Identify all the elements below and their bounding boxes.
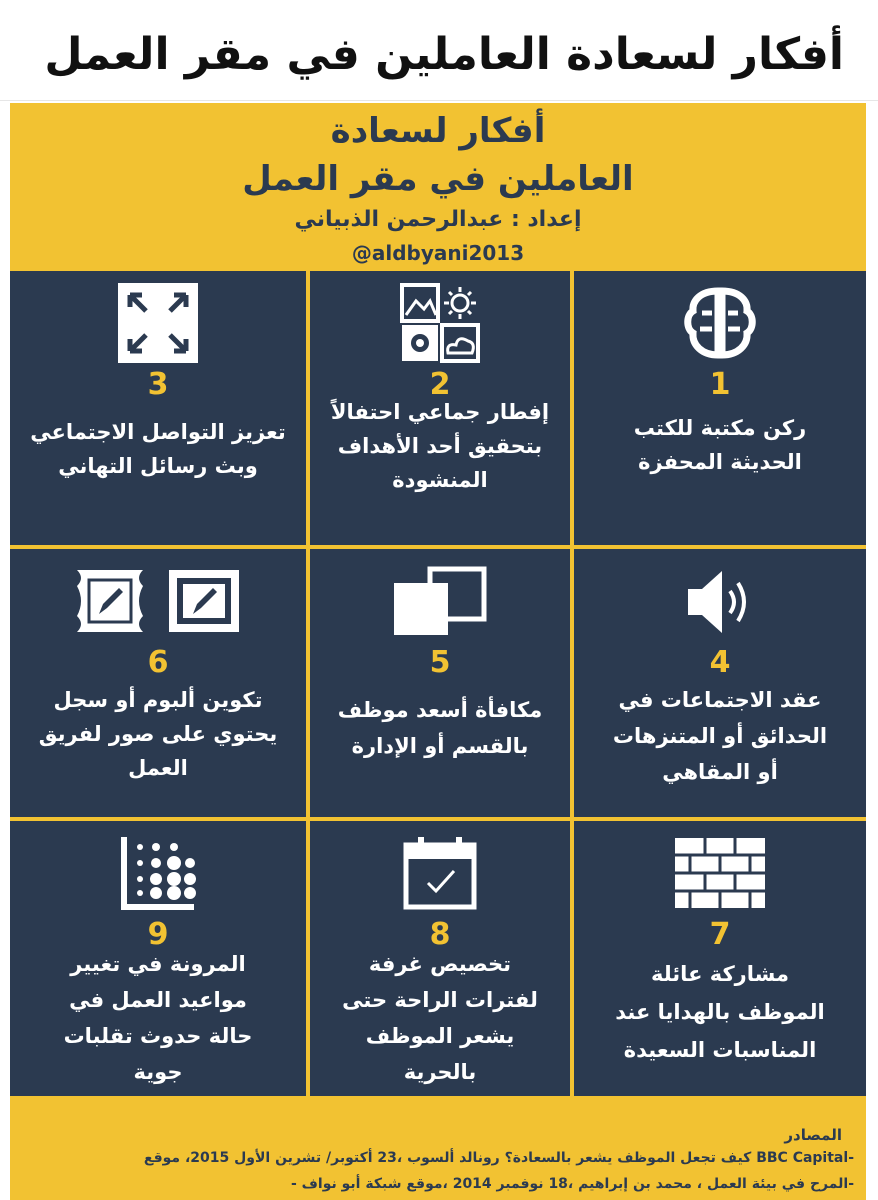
idea-number: 6 — [147, 645, 169, 680]
idea-text-line: المناسبات السعيدة — [623, 1038, 817, 1062]
dot-chart-icon — [10, 831, 306, 915]
overlapping-squares-icon — [310, 559, 570, 643]
poster-handle: @aldbyani2013 — [351, 241, 525, 265]
idea-text-line: جوية — [133, 1060, 183, 1084]
idea-card-6 — [10, 549, 306, 817]
idea-text-line: يحتوي على صور لفريق — [38, 722, 278, 746]
poster-author: إعداد : عبدالرحمن الذبياني — [294, 207, 582, 232]
idea-number: 5 — [429, 645, 451, 680]
page-title: أفكار لسعادة العاملين في مقر العمل — [44, 29, 844, 80]
idea-text-line: الحدائق أو المتنزهات — [612, 724, 828, 748]
idea-text-line: يشعر الموظف — [365, 1024, 515, 1048]
idea-number: 9 — [147, 917, 169, 952]
idea-card-2 — [310, 271, 570, 545]
poster-header — [10, 103, 866, 271]
speaker-icon — [574, 559, 866, 643]
idea-number: 3 — [147, 367, 169, 402]
idea-card-3 — [10, 271, 306, 545]
idea-text-line: وبث رسائل التهاني — [58, 454, 258, 478]
photo-grid-icon — [310, 281, 570, 365]
idea-text-line: تعزيز التواصل الاجتماعي — [30, 420, 286, 444]
infographic-poster — [10, 103, 866, 1200]
idea-text-line: مواعيد العمل في — [69, 988, 247, 1012]
idea-text-line: لفترات الراحة حتى — [342, 988, 538, 1012]
idea-card-5 — [310, 549, 570, 817]
idea-text-line: بالحرية — [403, 1060, 477, 1084]
sources-heading: المصادر — [784, 1126, 842, 1144]
idea-card-8 — [310, 821, 570, 1096]
idea-text-line: بالقسم أو الإدارة — [351, 734, 529, 758]
brick-wall-icon — [574, 831, 866, 915]
idea-number: 7 — [709, 917, 731, 952]
expand-arrows-icon — [10, 281, 306, 365]
idea-card-1 — [574, 271, 866, 545]
idea-text-line: الحديثة المحفزة — [638, 450, 802, 474]
idea-text-line: حالة حدوث تقلبات — [63, 1024, 253, 1048]
idea-text-line: مشاركة عائلة — [650, 962, 790, 986]
source-line-2: -المرح في بيئة العمل ، محمد بن إبراهيم ،18 نوفمبر 2014 ،موقع شبكة أبو نواف - — [290, 1176, 854, 1192]
idea-text-line: مكافأة أسعد موظف — [337, 698, 543, 722]
sources-footer — [10, 1096, 866, 1200]
idea-number: 8 — [429, 917, 451, 952]
idea-text-line: المرونة في تغيير — [70, 952, 246, 976]
idea-text-line: الموظف بالهدايا عند — [615, 1000, 825, 1024]
calendar-check-icon — [310, 831, 570, 915]
idea-card-4 — [574, 549, 866, 817]
idea-text-line: بتحقيق أحد الأهداف — [337, 434, 543, 458]
idea-text-line: عقد الاجتماعات في — [618, 688, 822, 712]
idea-text-line: إفطار جماعي احتفالاً — [330, 400, 550, 424]
divider — [0, 100, 878, 101]
idea-text-line: ركن مكتبة للكتب — [633, 416, 807, 440]
framed-pictures-icon — [10, 559, 306, 643]
idea-text-line: تخصيص غرفة — [368, 952, 512, 976]
poster-title-line2: العاملين في مقر العمل — [242, 159, 634, 199]
idea-number: 1 — [709, 367, 731, 402]
ideas-grid — [10, 271, 866, 1096]
idea-number: 4 — [709, 645, 731, 680]
source-line-1: -BBC Capital كيف تجعل الموظف يشعر بالسعادة؟ رونالد ألسوب ،23 أكتوبر/ تشرين الأول 2015، موقع — [143, 1150, 854, 1166]
idea-card-7 — [574, 821, 866, 1096]
brain-icon — [574, 281, 866, 365]
idea-text-line: تكوين ألبوم أو سجل — [53, 688, 263, 712]
idea-text-line: العمل — [128, 756, 188, 780]
idea-number: 2 — [429, 367, 451, 402]
poster-title-line1: أفكار لسعادة — [330, 111, 546, 151]
idea-text-line: المنشودة — [392, 468, 488, 492]
idea-text-line: أو المقاهي — [662, 760, 778, 784]
idea-card-9 — [10, 821, 306, 1096]
